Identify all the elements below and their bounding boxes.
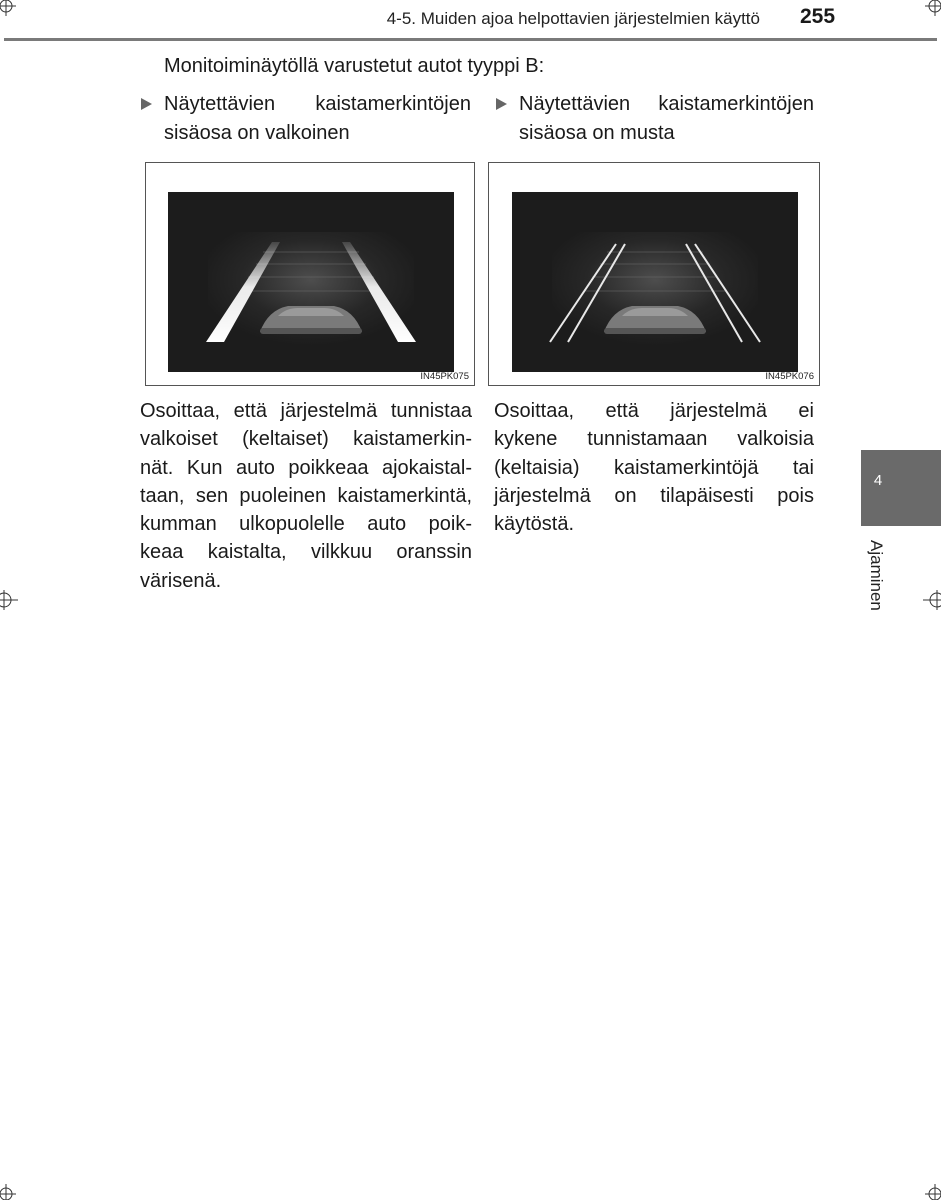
description-right-line: järjestelmä on tilapäisesti pois (494, 484, 814, 507)
description-left (140, 397, 472, 595)
bullet-triangle-icon (141, 98, 152, 110)
chapter-number: 4 (873, 472, 883, 489)
crop-mark-bottom-right (917, 1176, 941, 1200)
intro-heading: Monitoiminäytöllä varustetut autot tyyppi B: (164, 55, 545, 77)
description-left-line: valkoiset (keltaiset) kaistamerkin- (140, 428, 472, 451)
bullet-left-line-1: Näytettävien kaistamerkintöjen (164, 93, 471, 115)
figure-lane-hollow (488, 162, 820, 386)
display-illustration-white-lanes (168, 192, 454, 372)
description-left-line: kumman ulkopuolelle auto poik- (140, 513, 472, 536)
section-title: 4-5. Muiden ajoa helpottavien järjestelmien käyttö (386, 9, 760, 28)
description-left-line: Osoittaa, että järjestelmä tunnistaa (140, 400, 472, 422)
bullet-right-line-1: Näytettävien kaistamerkintöjen (519, 93, 814, 115)
bullet-triangle-icon (496, 98, 507, 110)
description-right-line: Osoittaa, että järjestelmä ei (494, 400, 814, 422)
description-right-line: käytöstä. (494, 513, 575, 536)
page-number: 255 (800, 5, 836, 28)
display-illustration-hollow-lanes (512, 192, 798, 372)
chapter-title: Ajaminen (867, 540, 886, 611)
crop-mark-mid-left (0, 588, 24, 612)
description-left-line: keaa kaistalta, vilkkuu oranssin (140, 541, 472, 564)
bullet-right (496, 90, 814, 147)
description-right (494, 397, 814, 538)
crop-mark-top-left (0, 0, 24, 24)
description-left-line: taan, sen puoleinen kaistamerkintä, (140, 484, 472, 507)
figure-lane-white (145, 162, 475, 386)
chapter-tab (861, 450, 941, 526)
crop-mark-top-right (917, 0, 941, 24)
figure-code: IN45PK075 (420, 371, 469, 382)
description-right-line: (keltaisia) kaistamerkintöjä tai (494, 456, 814, 479)
bullet-right-line-2: sisäosa on musta (519, 121, 675, 144)
figure-code: IN45PK076 (765, 371, 814, 382)
description-right-line: kykene tunnistamaan valkoisia (494, 428, 814, 451)
crop-mark-bottom-left (0, 1176, 24, 1200)
crop-mark-mid-right (917, 588, 941, 612)
description-left-line: nät. Kun auto poikkeaa ajokaistal- (140, 456, 472, 479)
bullet-left (141, 90, 471, 147)
description-left-line: värisenä. (140, 569, 222, 592)
header-rule (4, 38, 937, 41)
bullet-left-line-2: sisäosa on valkoinen (164, 121, 350, 144)
